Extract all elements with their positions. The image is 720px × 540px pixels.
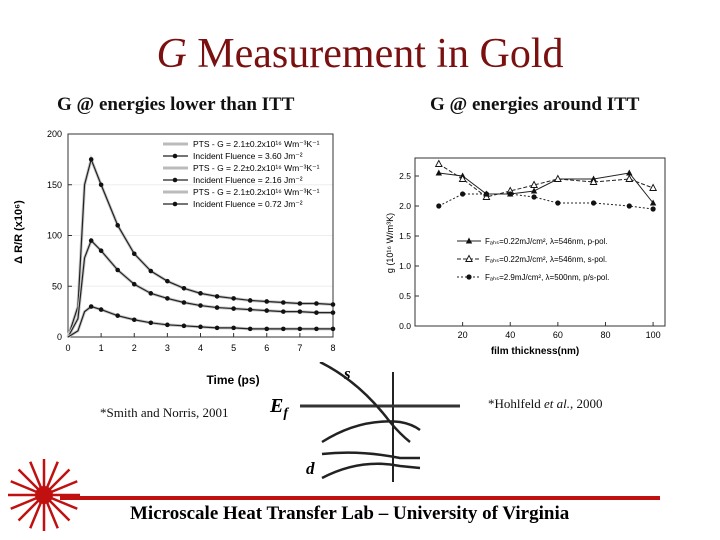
left-data-point <box>314 327 319 332</box>
footer-divider <box>60 496 660 500</box>
right-chart-ylabel: g (10¹⁶ W/m³K) <box>385 212 395 274</box>
right-chart-xlabel: film thickness(nm) <box>490 346 580 357</box>
left-legend-label: Incident Fluence = 3.60 Jm⁻² <box>193 151 303 161</box>
left-fit-curve <box>68 241 333 337</box>
left-data-point <box>182 300 187 305</box>
left-data-point <box>115 313 120 318</box>
right-data-point <box>650 206 655 211</box>
left-data-point <box>198 291 203 296</box>
left-credit: *Smith and Norris, 2001 <box>100 405 229 420</box>
left-data-point <box>231 296 236 301</box>
left-data-point <box>198 325 203 330</box>
left-y-tick-label: 150 <box>46 179 62 190</box>
band-label-ef-main: E <box>270 395 284 417</box>
right-credit-prefix: *Hohlfeld <box>488 396 544 411</box>
left-data-point <box>264 308 269 313</box>
left-y-tick-label: 100 <box>46 230 62 241</box>
left-chart-xlabel: Time (ps) <box>206 373 260 387</box>
right-data-point <box>436 203 441 208</box>
left-legend-marker <box>173 178 178 183</box>
left-data-point <box>149 291 154 296</box>
left-x-tick-label: 4 <box>197 343 204 353</box>
left-data-point <box>264 299 269 304</box>
left-x-tick-label: 2 <box>131 343 137 353</box>
slide-title <box>0 30 720 78</box>
d-band-curve-middle <box>322 453 420 458</box>
band-label-ef <box>269 395 289 421</box>
sunburst-logo <box>4 455 84 535</box>
right-data-point <box>484 191 489 196</box>
left-data-point <box>99 248 104 253</box>
left-data-point <box>89 157 94 162</box>
right-chart-legend <box>457 237 609 282</box>
left-data-point <box>115 268 120 273</box>
left-data-point <box>331 310 336 315</box>
right-data-point <box>531 188 537 194</box>
right-data-point <box>555 200 560 205</box>
right-data-point <box>460 191 465 196</box>
left-data-point <box>298 327 303 332</box>
left-data-point <box>165 323 170 328</box>
right-x-tick-label: 100 <box>645 330 661 340</box>
left-heading: G @ energies lower than ITT <box>57 94 295 115</box>
left-data-point <box>281 309 286 314</box>
left-data-point <box>248 327 253 332</box>
left-data-point <box>132 282 137 287</box>
right-x-tick-label: 40 <box>505 330 516 340</box>
left-data-point <box>331 302 336 307</box>
right-data-point <box>591 200 596 205</box>
band-label-d: d <box>306 459 315 478</box>
right-x-tick-label: 60 <box>552 330 563 340</box>
title-rest: Measurement in Gold <box>186 31 564 77</box>
right-series-line <box>439 164 653 197</box>
left-data-point <box>149 320 154 325</box>
left-data-point <box>215 305 220 310</box>
left-data-point <box>99 182 104 187</box>
right-x-tick-label: 20 <box>457 330 468 340</box>
left-legend-marker <box>173 202 178 207</box>
left-data-point <box>264 327 269 332</box>
title-italic: G <box>156 31 187 77</box>
right-chart-series <box>436 161 657 212</box>
right-credit-italic: et al. <box>543 396 570 411</box>
right-credit <box>488 396 602 412</box>
left-data-point <box>182 286 187 291</box>
right-y-tick-label: 1.5 <box>399 231 411 241</box>
right-y-tick-label: 0.5 <box>399 291 411 301</box>
footer-text: Microscale Heat Transfer Lab – University of Virginia <box>130 503 570 524</box>
right-y-tick-label: 2.0 <box>399 201 411 211</box>
right-series-line <box>439 194 653 209</box>
left-x-tick-label: 7 <box>297 343 303 353</box>
left-y-tick-label: 50 <box>51 281 62 292</box>
left-data-point <box>215 326 220 331</box>
left-x-tick-label: 5 <box>231 343 237 353</box>
left-data-point <box>89 304 94 309</box>
right-data-point <box>508 191 513 196</box>
left-data-point <box>298 301 303 306</box>
left-data-point <box>231 326 236 331</box>
left-x-tick-label: 3 <box>164 343 170 353</box>
left-data-point <box>215 294 220 299</box>
left-chart-legend <box>163 139 320 209</box>
left-legend-label: Incident Fluence = 0.72 Jm⁻² <box>193 199 303 209</box>
left-data-point <box>132 251 137 256</box>
left-y-tick-label: 0 <box>56 332 62 342</box>
right-y-tick-label: 0.0 <box>399 321 411 331</box>
left-legend-label: PTS - G = 2.1±0.2x10¹⁶ Wm⁻³K⁻¹ <box>193 139 320 149</box>
left-data-point <box>149 269 154 274</box>
left-legend-marker <box>173 154 178 159</box>
left-data-point <box>132 317 137 322</box>
left-data-point <box>165 279 170 284</box>
left-data-point <box>248 307 253 312</box>
left-data-point <box>314 310 319 315</box>
right-data-point <box>627 203 632 208</box>
right-data-point <box>436 170 442 176</box>
right-credit-suffix: , 2000 <box>569 396 603 411</box>
right-legend-marker <box>466 274 471 279</box>
left-data-curve <box>68 241 333 337</box>
left-legend-label: PTS - G = 2.2±0.2x10¹⁶ Wm⁻³K⁻¹ <box>193 163 320 173</box>
left-data-point <box>248 298 253 303</box>
left-data-point <box>99 307 104 312</box>
d-band-curve-lower <box>322 464 420 478</box>
band-diagram <box>260 362 460 482</box>
right-heading: G @ energies around ITT <box>430 94 640 115</box>
right-legend-label: Fₐₕₛ=0.22mJ/cm², λ=546nm, s-pol. <box>485 255 608 264</box>
left-data-point <box>89 238 94 243</box>
left-x-tick-label: 1 <box>98 343 104 353</box>
left-data-point <box>115 223 120 228</box>
left-data-point <box>331 327 336 332</box>
right-y-tick-label: 2.5 <box>399 171 411 181</box>
band-label-s: s <box>344 364 351 383</box>
band-label-ef-sub: f <box>283 406 289 421</box>
right-series-line <box>439 173 653 203</box>
left-data-point <box>198 303 203 308</box>
left-data-point <box>281 327 286 332</box>
right-legend-label: Fₐₕₛ=2.9mJ/cm², λ=500nm, p/s-pol. <box>485 273 610 282</box>
left-x-tick-label: 0 <box>65 343 71 353</box>
right-legend-label: Fₐₕₛ=0.22mJ/cm², λ=546nm, p-pol. <box>485 237 608 246</box>
left-x-tick-label: 8 <box>330 343 336 353</box>
left-chart-ylabel: Δ R/R (x10⁶) <box>13 200 25 264</box>
left-data-point <box>298 309 303 314</box>
s-band-curve <box>320 362 410 442</box>
left-chart <box>8 122 380 392</box>
right-data-point <box>436 161 442 167</box>
right-data-point <box>531 194 536 199</box>
left-x-tick-label: 6 <box>264 343 270 353</box>
left-y-tick-label: 200 <box>46 129 62 139</box>
left-data-point <box>182 324 187 329</box>
right-chart <box>385 148 675 360</box>
left-legend-label: Incident Fluence = 2.16 Jm⁻² <box>193 175 303 185</box>
left-data-point <box>281 300 286 305</box>
left-data-point <box>231 306 236 311</box>
left-data-point <box>314 301 319 306</box>
right-data-point <box>650 185 656 191</box>
left-legend-label: PTS - G = 2.1±0.2x10¹⁶ Wm⁻³K⁻¹ <box>193 187 320 197</box>
right-x-tick-label: 80 <box>600 330 611 340</box>
right-y-tick-label: 1.0 <box>399 261 411 271</box>
left-data-point <box>165 296 170 301</box>
